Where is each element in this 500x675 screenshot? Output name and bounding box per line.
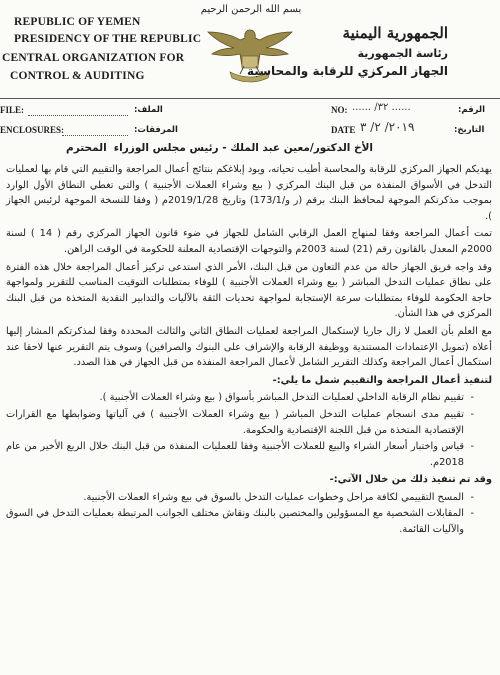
header-en-line-2: PRESIDENCY OF THE REPUBLIC (14, 33, 202, 45)
enclosures-dotted-line (62, 135, 128, 136)
list-item: - قياس واختبار أسعار الشراء والبيع للعملات الأجنبية وفقا للعمليات المنفذة من قبل البنك خلال الربع الأخير من عام 2018م. (6, 439, 474, 470)
file-label: FILE: (0, 105, 25, 115)
enclosures-label: ENCLOSURES: (0, 125, 65, 135)
date-label: DATE (331, 125, 356, 135)
file-label-ar: الملف: (134, 105, 163, 115)
header-en-line-4: CONTROL & AUDITING (10, 70, 145, 82)
header-divider (0, 98, 500, 99)
bismillah: بسم الله الرحمن الرحيم (200, 4, 302, 15)
number-label: NO: (331, 105, 348, 115)
date-label-ar: التاريخ: (454, 125, 485, 135)
number-label-ar: الرقم: (458, 105, 486, 115)
list-item: - تقييم مدى انسجام عمليات التدخل المباشر ( بيع وشراء العملات الأجنبية ) في آلياتها وضوابطها مع القرارات الإقتصادية المتخذة من قبل اللجنة الإقتصادية والحكومة. (6, 407, 474, 438)
paragraph: وقد واجه فريق الجهاز حالة من عدم التعاون من قبل البنك، الأمر الذي استدعى تركيز أعمال المراجعة خلال هذه الفترة على نطاق عمليات التدخل المباشر ( بيع وشراء العملات الأجنبية ) للوفاء بمتطلبات التوقيت المناسب للتقرير ولمواجهة حاجة الحكومة للوفاء بمتطلبات سرعة الإستجابة لمواجهة تحديات الثقة بالآليات والتدابير النقدية المتخذة من قبل البنك المركزي في هذا الشأن. (6, 261, 492, 320)
date-value: ٢٠١٩/ ٢/ ٣ (360, 120, 415, 134)
paragraph: يهديكم الجهاز المركزي للرقابة والمحاسبة أطيب تحياته، ويود إبلاغكم بنتائج أعمال المراجعة والتقييم التي قام بها لعمليات التدخل في الأسواق المنفذة من قبل البنك المركزي ( بيع وشراء العملات الأجنبية ) والتي تغطي النطاق الأول الوارد بموجب مذكرتكم الموجهة لمحافظ البنك برقم (ر و/173/1) وتاريخ 2019/1/28م ( وفقا للنسخة الموجهة لرئيس الجهاز ). (6, 164, 492, 222)
paragraph: تمت أعمال المراجعة وفقا لمنهاج العمل الرقابي الشامل للجهاز في ضوء قانون الجهاز المركزي رقم ( 14 ) لسنة 2000م المعدل بالقانون رقم (21) لسنة 2003م والتوجهات الإقتصادية المعلنة للحكومة في الوقت الراهن. (6, 228, 492, 255)
file-dotted-line (28, 115, 128, 116)
header-ar-line-3: الجهاز المركزي للرقابة والمحاسبة (247, 64, 448, 78)
list-item: - المسح التقييمي لكافة مراحل وخطوات عمليات التدخل بالسوق في بيع وشراء العملات الأجنبية. (6, 490, 474, 506)
enclosures-label-ar: المرفقات: (134, 125, 178, 135)
eagle-emblem-icon (200, 22, 300, 92)
number-value: ...... /٣٢ ...... (352, 102, 411, 113)
list-item: - تقييم نظام الرقابة الداخلي لعمليات التدخل المباشر بأسواق ( بيع وشراء العملات الأجنبية ). (6, 390, 474, 406)
header-ar-line-1: الجمهورية اليمنية (342, 24, 448, 42)
list-item: - المقابلات الشخصية مع المسؤولين والمختصين بالبنك ونقاش مختلف الجوانب المرتبطة بعمليات التدخل في السوق والآليات القائمة. (6, 506, 474, 537)
section-list (6, 490, 474, 538)
paragraph: مع العلم بأن العمل لا زال جاريا لإستكمال المراجعة لعمليات النطاق الثاني والثالث المحددة وفقا لمذكرتكم المشار إليها أعلاه (تمويل الإعتمادات المستندية ووظيفة الرقابة والإشراف على البنوك والصرافين) وسوف يتم التقرير عنها لاحقا عند استكمال أعمال المراجعة وكذلك التقرير الشامل لأعمال المراجعة المنفذة من قبل الجهاز في هذا الصدد. (6, 325, 492, 369)
section-list (6, 390, 474, 470)
recipient-name: الأخ الدكتور/معين عبد الملك - رئيس مجلس الوزراء (113, 142, 373, 154)
letter-body (6, 162, 492, 539)
header-en-line-1: REPUBLIC OF YEMEN (14, 16, 141, 28)
header-en-line-3: CENTRAL ORGANIZATION FOR (2, 52, 185, 64)
salutation: المحترم (66, 142, 107, 154)
section-heading: لتنفيذ أعمال المراجعة والتقييم شمل ما يلي:- (272, 374, 492, 386)
header-ar-line-2: رئاسة الجمهورية (357, 47, 448, 60)
section-heading: وقد تم تنفيذ ذلك من خلال الآتي:- (329, 474, 492, 486)
